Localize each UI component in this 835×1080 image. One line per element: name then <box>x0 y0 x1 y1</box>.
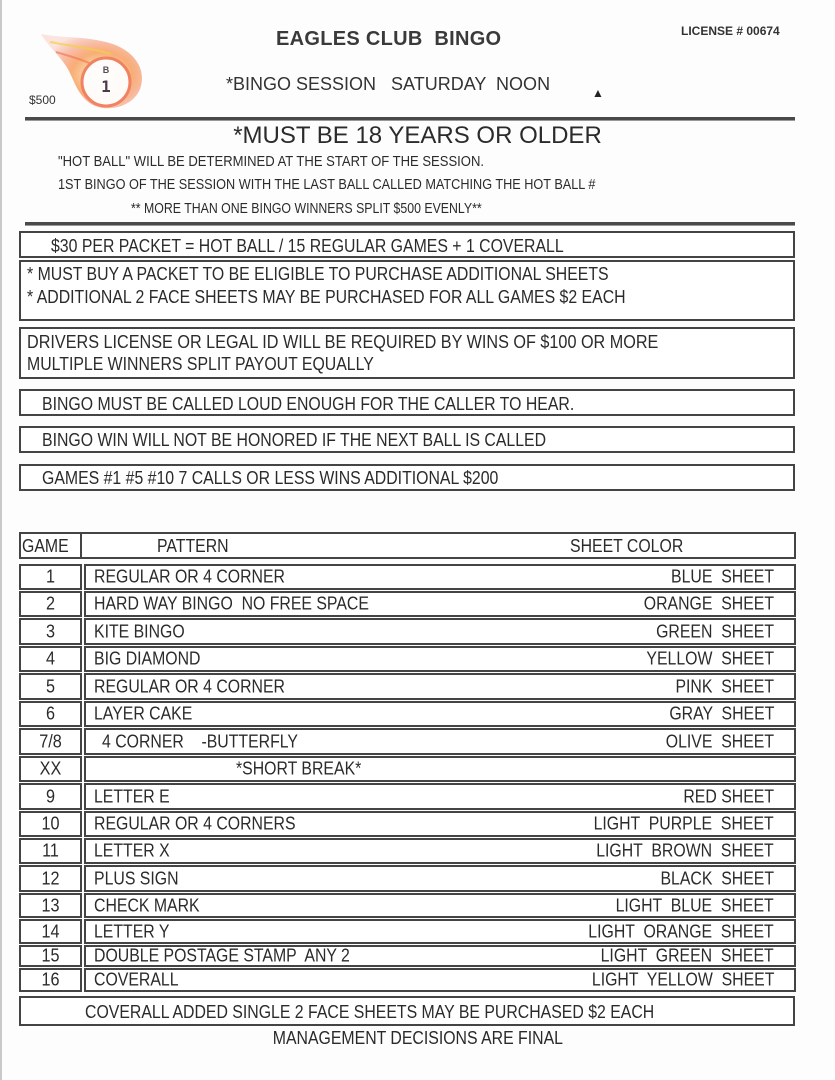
game-number: 10 <box>41 813 60 834</box>
sheet-color: RED SHEET <box>683 786 774 806</box>
call-loud-rule: BINGO MUST BE CALLED LOUD ENOUGH FOR THE CALLER TO HEAR. <box>42 394 575 414</box>
game-number: 9 <box>45 786 55 806</box>
bonus-box <box>19 464 795 491</box>
table-row <box>84 865 796 892</box>
bonus-rule: GAMES #1 #5 #10 7 CALLS OR LESS WINS ADDITIONAL $200 <box>42 468 499 488</box>
game-number: 4 <box>45 648 55 669</box>
pattern-name: CHECK MARK <box>94 895 200 915</box>
sheet-color: BLUE SHEET <box>670 566 774 587</box>
game-cell <box>19 673 82 700</box>
divider <box>25 117 795 121</box>
game-cell <box>19 728 82 755</box>
game-cell <box>19 865 82 892</box>
pattern-name: LETTER E <box>94 786 170 806</box>
call-loud-box <box>19 389 795 416</box>
header-game: GAME <box>22 536 69 556</box>
sheet-color: GREEN SHEET <box>656 621 774 641</box>
pattern-name: REGULAR OR 4 CORNER <box>94 676 286 696</box>
page-title: EAGLES CLUB BINGO <box>276 28 502 50</box>
game-cell <box>19 838 82 864</box>
management-note: MANAGEMENT DECISIONS ARE FINAL <box>272 1028 563 1048</box>
next-ball-rule: BINGO WIN WILL NOT BE HONORED IF THE NEXT BALL IS CALLED <box>42 430 547 450</box>
header-sheet-color: SHEET COLOR <box>570 536 684 556</box>
pattern-name: DOUBLE POSTAGE STAMP ANY 2 <box>94 945 350 966</box>
header-game-cell <box>19 532 82 559</box>
table-row <box>84 968 796 992</box>
sheet-color: LIGHT YELLOW SHEET <box>591 969 774 990</box>
coverall-note-box <box>19 996 795 1026</box>
split-payout-rule: MULTIPLE WINNERS SPLIT PAYOUT EQUALLY <box>27 354 374 374</box>
game-cell <box>19 919 82 944</box>
table-row <box>84 756 796 782</box>
additional-sheets-box <box>19 260 795 321</box>
next-ball-box <box>19 426 795 453</box>
sheet-color: LIGHT BROWN SHEET <box>596 840 774 861</box>
table-row <box>84 838 796 864</box>
table-row <box>84 893 796 918</box>
age-requirement: *MUST BE 18 YEARS OR OLDER <box>233 122 602 149</box>
game-cell <box>19 646 82 672</box>
pattern-name: BIG DIAMOND <box>94 648 201 669</box>
packet-required-rule: * MUST BUY A PACKET TO BE ELIGIBLE TO PURCHASE ADDITIONAL SHEETS <box>27 264 609 284</box>
license-number: LICENSE # 00674 <box>681 24 780 38</box>
session-name: *BINGO SESSION SATURDAY NOON <box>226 74 551 94</box>
id-requirement-box <box>19 327 795 379</box>
game-number: 5 <box>45 676 55 696</box>
header-pattern-cell <box>80 532 796 559</box>
pattern-name: HARD WAY BINGO NO FREE SPACE <box>94 593 369 614</box>
pattern-name: COVERALL <box>94 969 179 990</box>
game-cell <box>19 591 82 617</box>
game-number: 2 <box>45 593 55 614</box>
game-number: 12 <box>41 868 60 888</box>
table-row <box>84 591 796 617</box>
bell-mark-icon: ▲ <box>592 86 604 100</box>
table-row <box>84 811 796 837</box>
table-row <box>84 701 796 727</box>
sheet-color: LIGHT PURPLE SHEET <box>593 813 774 834</box>
game-cell <box>19 893 82 918</box>
game-cell <box>19 618 82 645</box>
ball-number: 1 <box>101 77 111 96</box>
table-row <box>84 945 796 967</box>
ball-letter: B <box>102 65 110 75</box>
game-cell <box>19 756 82 782</box>
game-cell <box>19 783 82 810</box>
game-number: 13 <box>41 895 60 915</box>
sheet-color: BLACK SHEET <box>660 868 774 888</box>
sheet-color: GRAY SHEET <box>668 703 774 724</box>
page-edge <box>0 0 2 1080</box>
game-number: 3 <box>45 621 55 641</box>
game-number: 1 <box>45 566 55 587</box>
header-pattern: PATTERN <box>157 536 229 556</box>
hot-ball-note: "HOT BALL" WILL BE DETERMINED AT THE START OF THE SESSION. <box>58 154 485 170</box>
pattern-name: PLUS SIGN <box>94 868 179 888</box>
game-number: 15 <box>41 945 60 966</box>
game-cell <box>19 811 82 837</box>
sheet-color: PINK SHEET <box>675 676 774 696</box>
game-number: 16 <box>41 969 60 990</box>
game-number: 7/8 <box>39 731 62 751</box>
pattern-name: REGULAR OR 4 CORNERS <box>94 813 296 834</box>
pattern-name: LAYER CAKE <box>94 703 193 724</box>
pattern-name: KITE BINGO <box>94 621 185 641</box>
table-row <box>84 783 796 810</box>
table-row <box>84 919 796 944</box>
sheet-color: LIGHT GREEN SHEET <box>600 945 774 966</box>
divider <box>25 222 795 226</box>
sheet-color: LIGHT BLUE SHEET <box>615 895 774 915</box>
game-number: 11 <box>42 840 59 861</box>
game-number: XX <box>39 758 62 779</box>
pattern-name: LETTER Y <box>94 921 170 941</box>
packet-price-box <box>19 231 795 258</box>
game-cell <box>19 701 82 727</box>
pattern-name: LETTER X <box>94 840 170 861</box>
table-row <box>84 564 796 590</box>
hot-ball-prize: $500 <box>29 93 56 107</box>
coverall-note: COVERALL ADDED SINGLE 2 FACE SHEETS MAY BE PURCHASED $2 EACH <box>85 1002 655 1022</box>
game-number: 14 <box>41 921 60 941</box>
game-cell <box>19 968 82 992</box>
sheet-color: YELLOW SHEET <box>646 648 774 669</box>
pattern-name: REGULAR OR 4 CORNER <box>94 566 286 587</box>
id-rule: DRIVERS LICENSE OR LEGAL ID WILL BE REQUIRED BY WINS OF $100 OR MORE <box>27 332 659 352</box>
game-number: 6 <box>45 703 55 724</box>
pattern-name: 4 CORNER -BUTTERFLY <box>102 731 298 751</box>
sheet-color: ORANGE SHEET <box>643 593 774 614</box>
packet-price: $30 PER PACKET = HOT BALL / 15 REGULAR GAMES + 1 COVERALL <box>51 236 564 256</box>
sheet-color: LIGHT ORANGE SHEET <box>588 921 774 941</box>
table-row <box>84 646 796 672</box>
table-row <box>84 618 796 645</box>
game-cell <box>19 564 82 590</box>
table-row <box>84 673 796 700</box>
game-cell <box>19 945 82 967</box>
hot-ball-rule: 1ST BINGO OF THE SESSION WITH THE LAST BALL CALLED MATCHING THE HOT BALL # <box>58 177 596 193</box>
table-row <box>84 728 796 755</box>
sheet-color: OLIVE SHEET <box>665 731 774 751</box>
split-note: ** MORE THAN ONE BINGO WINNERS SPLIT $500 EVENLY** <box>131 201 482 217</box>
pattern-name: *SHORT BREAK* <box>236 758 362 779</box>
additional-sheets-rule: * ADDITIONAL 2 FACE SHEETS MAY BE PURCHASED FOR ALL GAMES $2 EACH <box>27 287 626 307</box>
